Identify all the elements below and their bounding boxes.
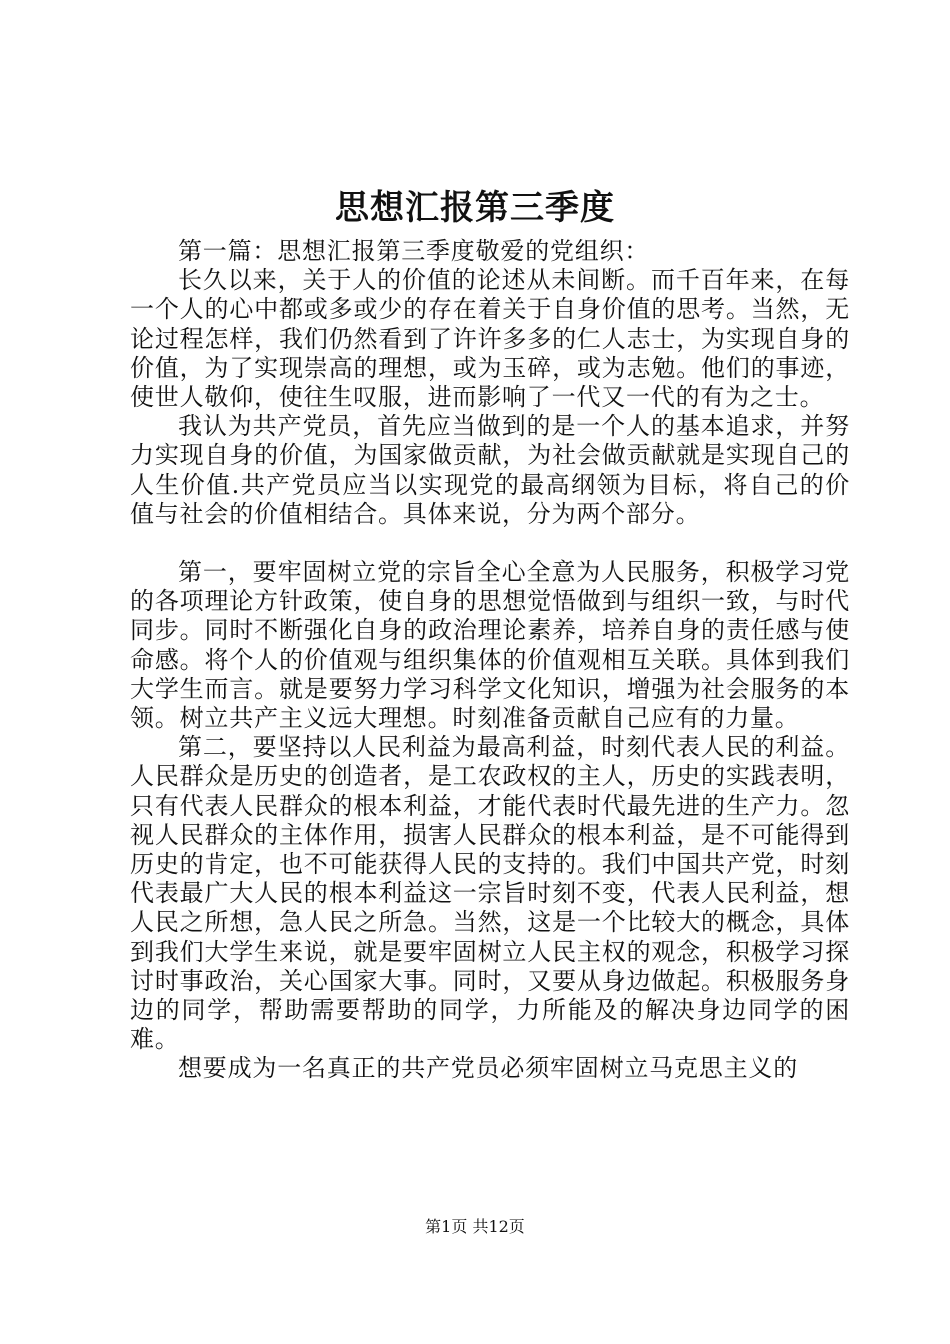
- page-footer: 第1页 共12页: [425, 1217, 525, 1236]
- paragraph-intro: 第一篇：思想汇报第三季度敬爱的党组织：: [178, 237, 650, 265]
- document-title: 思想汇报第三季度: [335, 188, 615, 228]
- paragraph-value: 长久以来，关于人的价值的论述从未间断。而千百年来，在每一个人的心中都或多或少的存在着关于自身价值的思考。当然，无论过程怎样，我们仍然看到了许许多多的仁人志士，为实现自身的价值，为了实现崇高的理想，或为玉碎，或为志勉。他们的事迹，使世人敬仰，使往生叹服，进而影响了一代又一代的有为之士。: [130, 266, 850, 412]
- paragraph-second-point: 第二，要坚持以人民利益为最高利益，时刻代表人民的利益。人民群众是历史的创造者，是工农政权的主人，历史的实践表明，只有代表人民群众的根本利益，才能代表时代最先进的生产力。忽视人民群众的主体作用，损害人民群众的根本利益，是不可能得到历史的肯定，也不可能获得人民的支持的。我们中国共产党，时刻代表最广大人民的根本利益这一宗旨时刻不变，代表人民利益，想人民之所想，急人民之所急。当然，这是一个比较大的概念，具体到我们大学生来说，就是要牢固树立人民主权的观念，积极学习探讨时事政治，关心国家大事。同时，又要从身边做起。积极服务身边的同学，帮助需要帮助的同学，力所能及的解决身边同学的困难。: [130, 733, 850, 1054]
- paragraph-party-member: 我认为共产党员，首先应当做到的是一个人的基本追求，并努力实现自身的价值，为国家做贡献，为社会做贡献就是实现自己的人生价值.共产党员应当以实现党的最高纲领为目标，将自己的价值与社会的价值相结合。具体来说，分为两个部分。: [130, 412, 850, 528]
- document-body: [130, 237, 850, 1084]
- paragraph-closing: 想要成为一名真正的共产党员必须牢固树立马克思主义的: [178, 1054, 798, 1083]
- paragraph-first-point: 第一，要牢固树立党的宗旨全心全意为人民服务，积极学习党的各项理论方针政策，使自身的思想觉悟做到与组织一致，与时代同步。同时不断强化自身的政治理论素养，培养自身的责任感与使命感。将个人的价值观与组织集体的价值观相互关联。具体到我们大学生而言。就是要努力学习科学文化知识，增强为社会服务的本领。树立共产主义远大理想。时刻准备贡献自己应有的力量。: [130, 558, 850, 733]
